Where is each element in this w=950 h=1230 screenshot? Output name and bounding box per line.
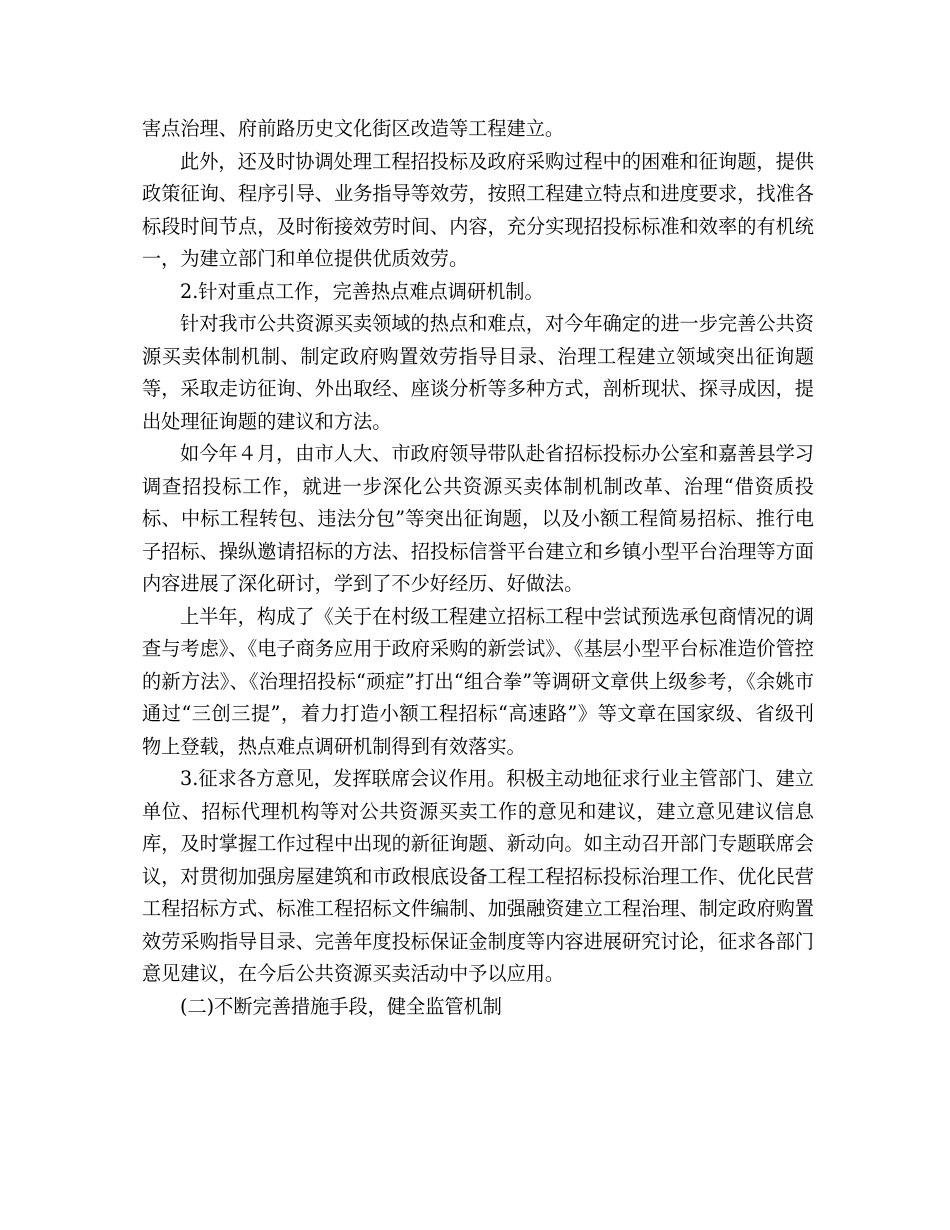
document-body [142,113,814,1023]
paragraph-first-half-articles: 上半年，构成了《关于在村级工程建立招标工程中尝试预选承包商情况的调查与考虑》、《电子商务应用于政府采购的新尝试》、《基层小型平台标准造价管控的新方法》、《治理招投标“顽症”打出“组合拳”等调研文章供上级参考，《余姚市通过“三创三提”，着力打造小额工程招标“高速路”》等文章在国家级、省级刊物上登载，热点难点调研机制得到有效落实。 [142,604,814,758]
paragraph-item-3-opinions: 3.征求各方意见，发挥联席会议作用。积极主动地征求行业主管部门、建立单位、招标代理机构等对公共资源买卖工作的意见和建议，建立意见建议信息库，及时掌握工作过程中出现的新征询题、新动向。如主动召开部门专题联席会议，对贯彻加强房屋建筑和市政根底设备工程工程招标投标治理工作、优化民营工程招标方式、标准工程招标文件编制、加强融资建立工程治理、制定政府购置效劳采购指导目录、完善年度投标保证金制度等内容进展研究讨论，征求各部门意见建议，在今后公共资源买卖活动中予以应用。 [142,767,814,985]
paragraph-item-2-heading: 2.针对重点工作，完善热点难点调研机制。 [180,279,544,303]
paragraph-coordination: 此外，还及时协调处理工程招投标及政府采购过程中的困难和征询题，提供政策征询、程序引导、业务指导等效劳，按照工程建立特点和进度要求，找准各标段时间节点，及时衔接效劳时间、内容，充分实现招投标标准和效率的有机统一，为建立部门和单位提供优质效劳。 [142,149,814,270]
paragraph-continuation: 害点治理、府前路历史文化街区改造等工程建立。 [142,117,565,140]
paragraph-april-study: 如今年４月，由市人大、市政府领导带队赴省招标投标办公室和嘉善县学习调查招投标工作，就进一步深化公共资源买卖体制机制改革、治理“借资质投标、中标工程转包、违法分包”等突出征询题，以及小额工程简易招标、推行电子招标、操纵邀请招标的方法、招投标信誉平台建立和乡镇小型平台治理等方面内容进展了深化研讨，学到了不少好经历、好做法。 [142,442,814,595]
section-heading-supervision: (二)不断完善措施手段，健全监管机制 [180,994,502,1018]
paragraph-hotspot-research: 针对我市公共资源买卖领域的热点和难点，对今年确定的进一步完善公共资源买卖体制机制、制定政府购置效劳指导目录、治理工程建立领域突出征询题等，采取走访征询、外出取经、座谈分析等多种方式，剖析现状、探寻成因，提出处理征询题的建议和方法。 [142,312,814,433]
